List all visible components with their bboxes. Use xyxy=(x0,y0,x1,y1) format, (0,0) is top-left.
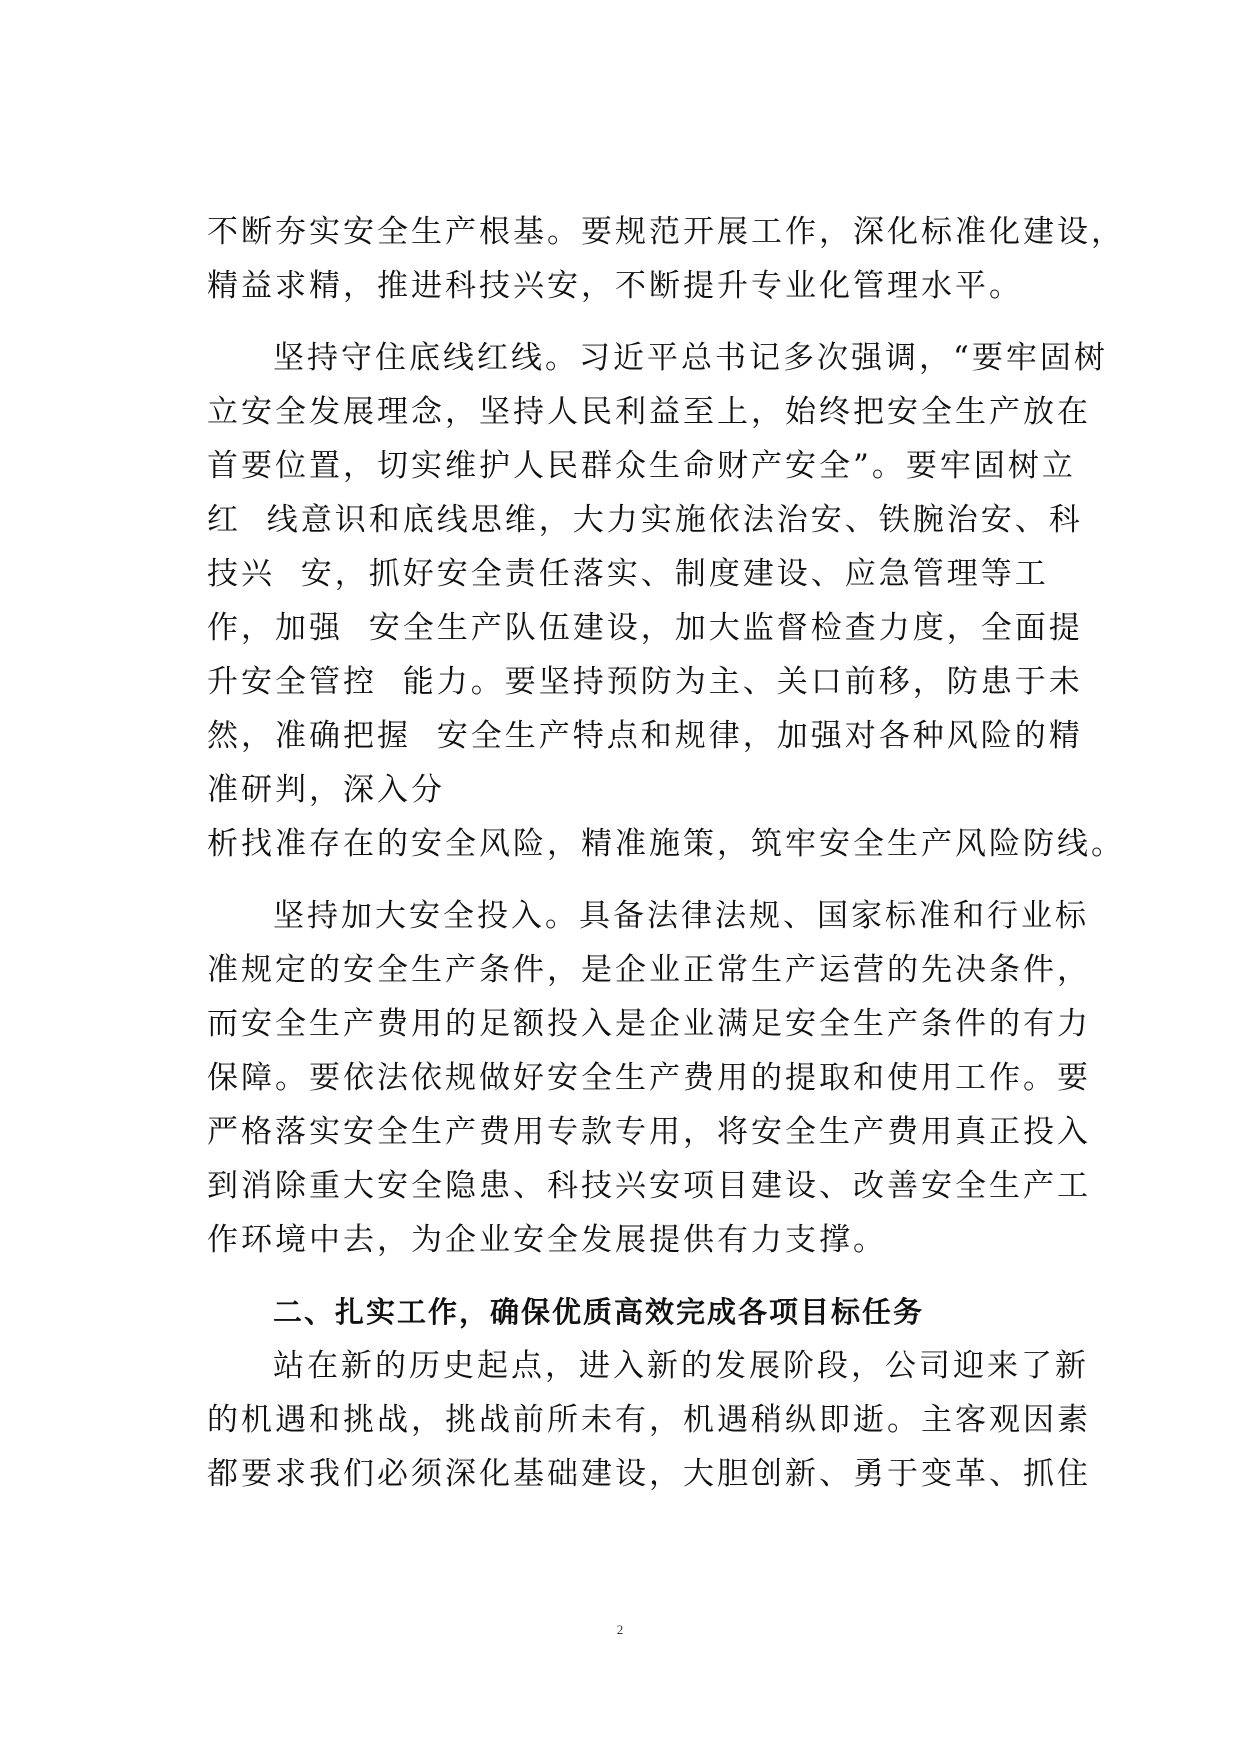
page-number: 2 xyxy=(616,1622,624,1637)
section-heading: 二、扎实工作，确保优质高效完成各项目标任务 xyxy=(273,1295,925,1329)
paragraph-start-line: 坚持守住底线红线。习近平总书记多次强调，“要牢固树 xyxy=(273,340,1108,376)
text-line: 升安全管控 能力。要坚持预防为主、关口前移，防患于未 xyxy=(207,664,1083,700)
text-line: 准规定的安全生产条件，是企业正常生产运营的先决条件， xyxy=(207,952,1091,988)
text-line: 不断夯实安全生产根基。要规范开展工作，深化标准化建设， xyxy=(207,214,1125,250)
text-line: 的机遇和挑战，挑战前所未有，机遇稍纵即逝。主客观因素 xyxy=(207,1402,1091,1438)
text-line: 到消除重大安全隐患、科技兴安项目建设、改善安全生产工 xyxy=(207,1168,1091,1204)
text-line: 作，加强 安全生产队伍建设，加大监督检查力度，全面提 xyxy=(207,610,1083,646)
text-line: 红 线意识和底线思维，大力实施依法治安、铁腕治安、科 xyxy=(207,502,1083,538)
text-line: 作环境中去，为企业安全发展提供有力支撑。 xyxy=(207,1222,887,1258)
text-line: 保障。要依法依规做好安全生产费用的提取和使用工作。要 xyxy=(207,1060,1091,1096)
text-line: 技兴 安，抓好安全责任落实、制度建设、应急管理等工 xyxy=(207,556,1049,592)
text-line: 都要求我们必须深化基础建设，大胆创新、勇于变革、抓住 xyxy=(207,1456,1091,1492)
body-text xyxy=(207,205,1125,1501)
text-line: 首要位置，切实维护人民群众生命财产安全”。要牢固树立 xyxy=(207,448,1076,484)
text-line: 立安全发展理念，坚持人民利益至上，始终把安全生产放在 xyxy=(207,394,1091,430)
text-line: 精益求精，推进科技兴安，不断提升专业化管理水平。 xyxy=(207,268,1023,304)
text-line: 析找准存在的安全风险，精准施策，筑牢安全生产风险防线。 xyxy=(207,826,1125,862)
paragraph-start-line: 站在新的历史起点，进入新的发展阶段，公司迎来了新 xyxy=(273,1348,1089,1384)
paragraph-start-line: 坚持加大安全投入。具备法律法规、国家标准和行业标 xyxy=(273,898,1089,934)
text-line: 准研判，深入分 xyxy=(207,772,445,808)
text-line: 然，准确把握 安全生产特点和规律，加强对各种风险的精 xyxy=(207,718,1083,754)
text-line: 严格落实安全生产费用专款专用，将安全生产费用真正投入 xyxy=(207,1114,1091,1150)
text-line: 而安全生产费用的足额投入是企业满足安全生产条件的有力 xyxy=(207,1006,1091,1042)
